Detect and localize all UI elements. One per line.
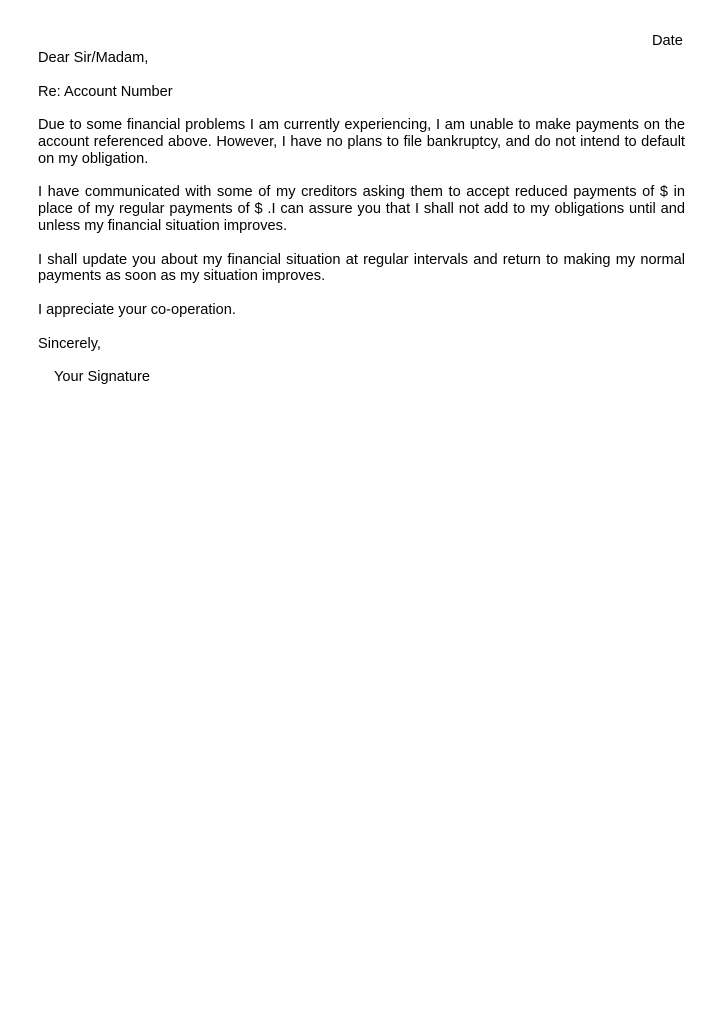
- paragraph-update-situation: I shall update you about my financial situation at regular intervals and return to making my normal payments as soon as my situation improves.: [38, 251, 685, 285]
- appreciation-line: I appreciate your co-operation.: [38, 301, 236, 318]
- letter-body: [38, 50, 685, 403]
- date-field: Date: [652, 33, 683, 49]
- signature-line: Your Signature: [54, 369, 151, 386]
- paragraph-reduced-payments: I have communicated with some of my creditors asking them to accept reduced payments of $ in place of my regular payments of $ .I can assure you that I shall not add to my obligations until and unless my financial situation improves.: [38, 184, 685, 234]
- closing-line: Sincerely,: [38, 335, 101, 352]
- paragraph-financial-problems: Due to some financial problems I am currently experiencing, I am unable to make payments on the account referenced above. However, I have no plans to file bankruptcy, and do not intend to default on my obligation.: [38, 117, 685, 167]
- salutation: Dear Sir/Madam,: [38, 50, 149, 66]
- reference-line: Re: Account Number: [38, 83, 173, 100]
